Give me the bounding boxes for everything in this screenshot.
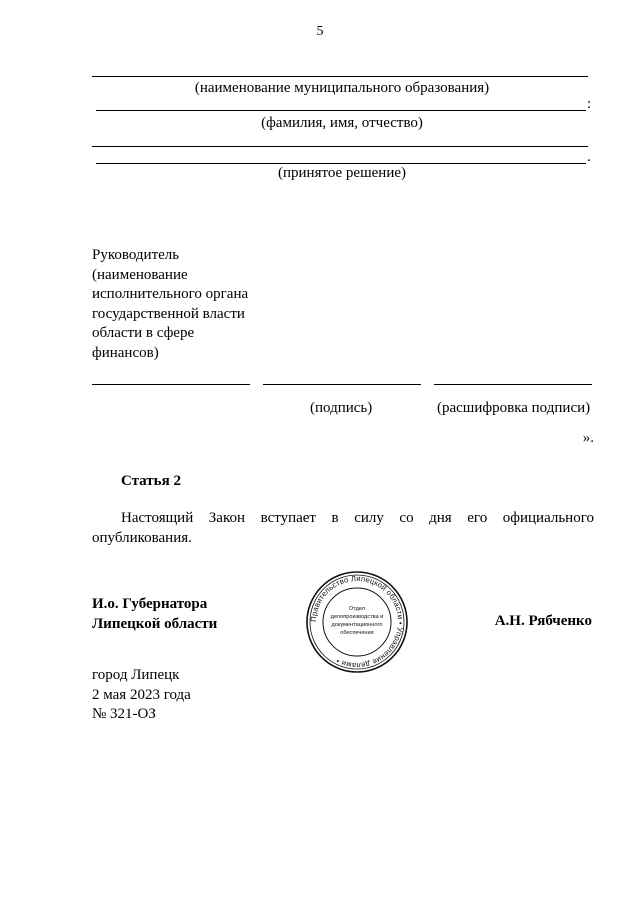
- page-number: 5: [316, 24, 324, 39]
- decoding-caption: (расшифровка подписи): [437, 400, 591, 416]
- head-line: Руководитель: [92, 247, 180, 263]
- governor-title: [92, 595, 217, 634]
- article-title: Статья 2: [121, 473, 181, 489]
- signature-caption: (подпись): [310, 400, 373, 416]
- document-footer: [92, 666, 191, 725]
- name-caption: (фамилия, имя, отчество): [261, 115, 423, 131]
- head-line: государственной власти: [92, 305, 245, 322]
- governor-name: А.Н. Рябченко: [494, 613, 592, 629]
- municipality-line: [92, 76, 588, 77]
- signature-line: [263, 384, 421, 385]
- decoding-line: [434, 384, 592, 385]
- municipality-caption: (наименование муниципального образования): [194, 80, 490, 96]
- law-number: № 321-ОЗ: [92, 706, 156, 722]
- city: город Липецк: [92, 667, 180, 683]
- position-sign-line: [92, 384, 250, 385]
- head-line: области в сфере: [92, 325, 195, 341]
- head-block: [92, 246, 262, 363]
- decision-line-1: [92, 146, 588, 147]
- article-text: Настоящий Закон вступает в силу со дня его официального опубликования.: [92, 510, 594, 546]
- governor-title-line: Липецкой области: [92, 615, 218, 632]
- seal-outer-text: Правительство Липецкой области • Управление делами •: [308, 573, 406, 671]
- head-line: исполнительного органа: [92, 286, 249, 302]
- seal-inner-line: Отдел: [348, 606, 366, 612]
- official-seal: [305, 570, 409, 674]
- governor-title-line: И.о. Губернатора: [92, 596, 208, 612]
- seal-inner-line: документационного: [331, 622, 383, 628]
- head-line: (наименование: [92, 266, 188, 283]
- seal-inner-line: обеспечения: [340, 630, 374, 636]
- name-line: [96, 110, 586, 111]
- name-trailing-colon: :: [587, 96, 592, 112]
- closing-quote: ».: [582, 430, 594, 446]
- head-line: финансов): [92, 344, 159, 361]
- decision-line-2: [96, 163, 586, 164]
- seal-inner-line: делопроизводства и: [330, 614, 384, 620]
- decision-trailing-dot: .: [587, 149, 591, 165]
- date: 2 мая 2023 года: [92, 686, 191, 703]
- decision-caption: (принятое решение): [278, 165, 406, 181]
